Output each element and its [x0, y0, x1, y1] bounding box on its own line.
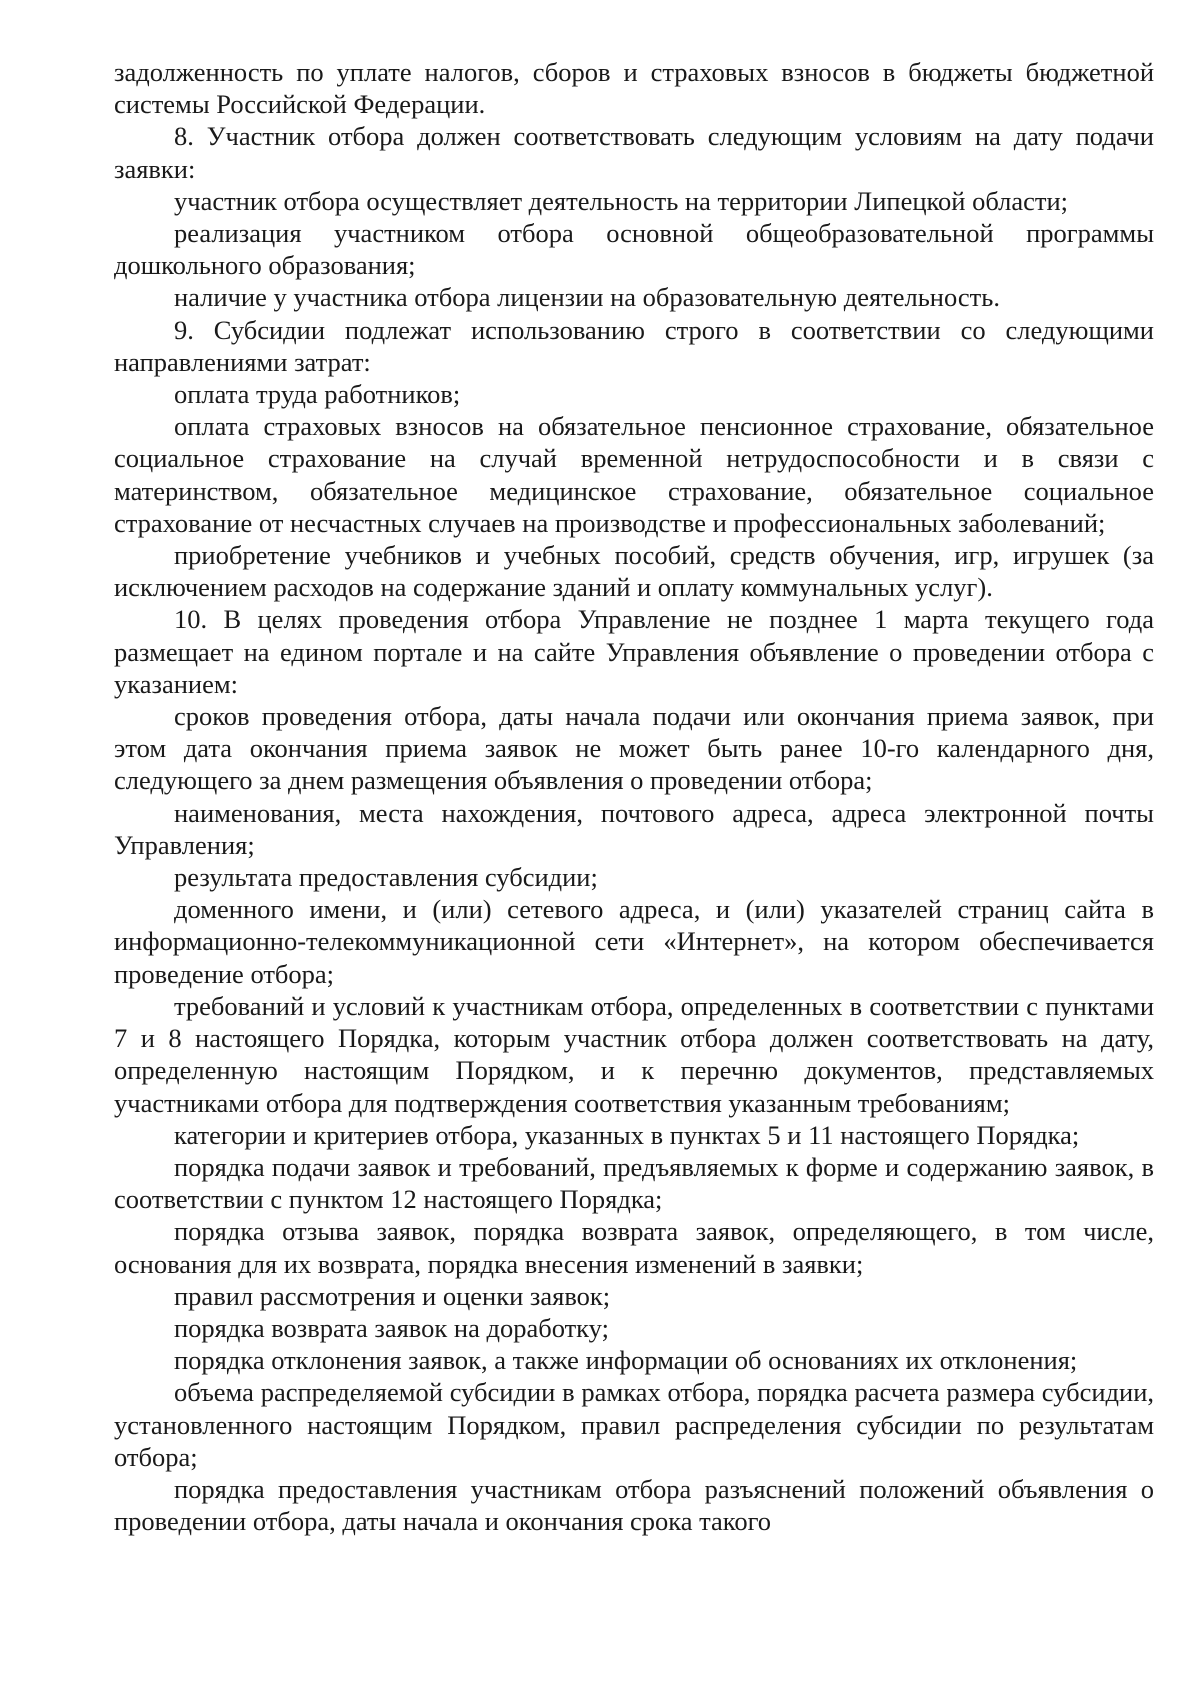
paragraph-announcement-withdrawal: порядка отзыва заявок, порядка возврата заявок, определяющего, в том числе, основания для их возврата, порядка внесения изменений в заявки;	[114, 1216, 1154, 1279]
paragraph-condition-territory: участник отбора осуществляет деятельность на территории Липецкой области;	[174, 185, 1069, 216]
paragraph-condition-program: реализация участником отбора основной общеобразовательной программы дошкольного образования;	[114, 218, 1154, 281]
paragraph-announcement-review-rules: правил рассмотрения и оценки заявок;	[174, 1280, 611, 1311]
paragraph-expense-wages: оплата труда работников;	[174, 379, 461, 410]
paragraph-condition-license: наличие у участника отбора лицензии на образовательную деятельность.	[174, 282, 1000, 313]
paragraph-announcement-rework: порядка возврата заявок на доработку;	[174, 1312, 609, 1343]
paragraph-announcement-domain: доменного имени, и (или) сетевого адреса, и (или) указателей страниц сайта в информационно-телекоммуникационной сети «Интернет», на котором обеспечивается проведение отбора;	[114, 894, 1154, 989]
paragraph-announcement-result: результата предоставления субсидии;	[174, 862, 598, 893]
paragraph-announcement-contacts: наименования, места нахождения, почтового адреса, адреса электронной почты Управления;	[114, 797, 1154, 860]
paragraph-continuation: задолженность по уплате налогов, сборов и страховых взносов в бюджеты бюджетной системы Российской Федерации.	[114, 57, 1154, 120]
paragraph-announcement-terms: сроков проведения отбора, даты начала подачи или окончания приема заявок, при этом дата окончания приема заявок не может быть ранее 10-го календарного дня, следующего за днем размещения объявления о проведении отбора;	[114, 701, 1154, 796]
paragraph-announcement-volume: объема распределяемой субсидии в рамках отбора, порядка расчета размера субсидии, установленного настоящим Порядком, правил распределения субсидии по результатам отбора;	[114, 1377, 1154, 1472]
paragraph-announcement-rejection: порядка отклонения заявок, а также информации об основаниях их отклонения;	[174, 1345, 1078, 1376]
document-body	[114, 56, 1154, 1537]
paragraph-item-8: 8. Участник отбора должен соответствовать следующим условиям на дату подачи заявки:	[114, 121, 1154, 184]
paragraph-item-10: 10. В целях проведения отбора Управление не позднее 1 марта текущего года размещает на едином портале и на сайте Управления объявление о проведении отбора с указанием:	[114, 604, 1154, 699]
paragraph-announcement-clarifications: порядка предоставления участникам отбора разъяснений положений объявления о проведении отбора, даты начала и окончания срока такого	[114, 1473, 1154, 1537]
paragraph-announcement-submission: порядка подачи заявок и требований, предъявляемых к форме и содержанию заявок, в соответствии с пунктом 12 настоящего Порядка;	[114, 1151, 1154, 1215]
paragraph-announcement-requirements: требований и условий к участникам отбора, определенных в соответствии с пунктами 7 и 8 настоящего Порядка, которым участник отбора должен соответствовать на дату, определенную настоящим Порядком, и к перечню документов, представляемых участниками отбора для подтверждения соответствия указанным требованиям;	[114, 990, 1154, 1118]
paragraph-item-9: 9. Субсидии подлежат использованию строго в соответствии со следующими направлениями затрат:	[114, 314, 1154, 377]
paragraph-expense-materials: приобретение учебников и учебных пособий, средств обучения, игр, игрушек (за исключением расходов на содержание зданий и оплату коммунальных услуг).	[114, 540, 1154, 603]
paragraph-expense-insurance: оплата страховых взносов на обязательное пенсионное страхование, обязательное социальное страхование на случай временной нетрудоспособности и в связи с материнством, обязательное медицинское страхование, обязательное социальное страхование от несчастных случаев на производстве и профессиональных заболеваний;	[114, 411, 1154, 538]
paragraph-announcement-criteria: категории и критериев отбора, указанных в пунктах 5 и 11 настоящего Порядка;	[174, 1119, 1080, 1150]
